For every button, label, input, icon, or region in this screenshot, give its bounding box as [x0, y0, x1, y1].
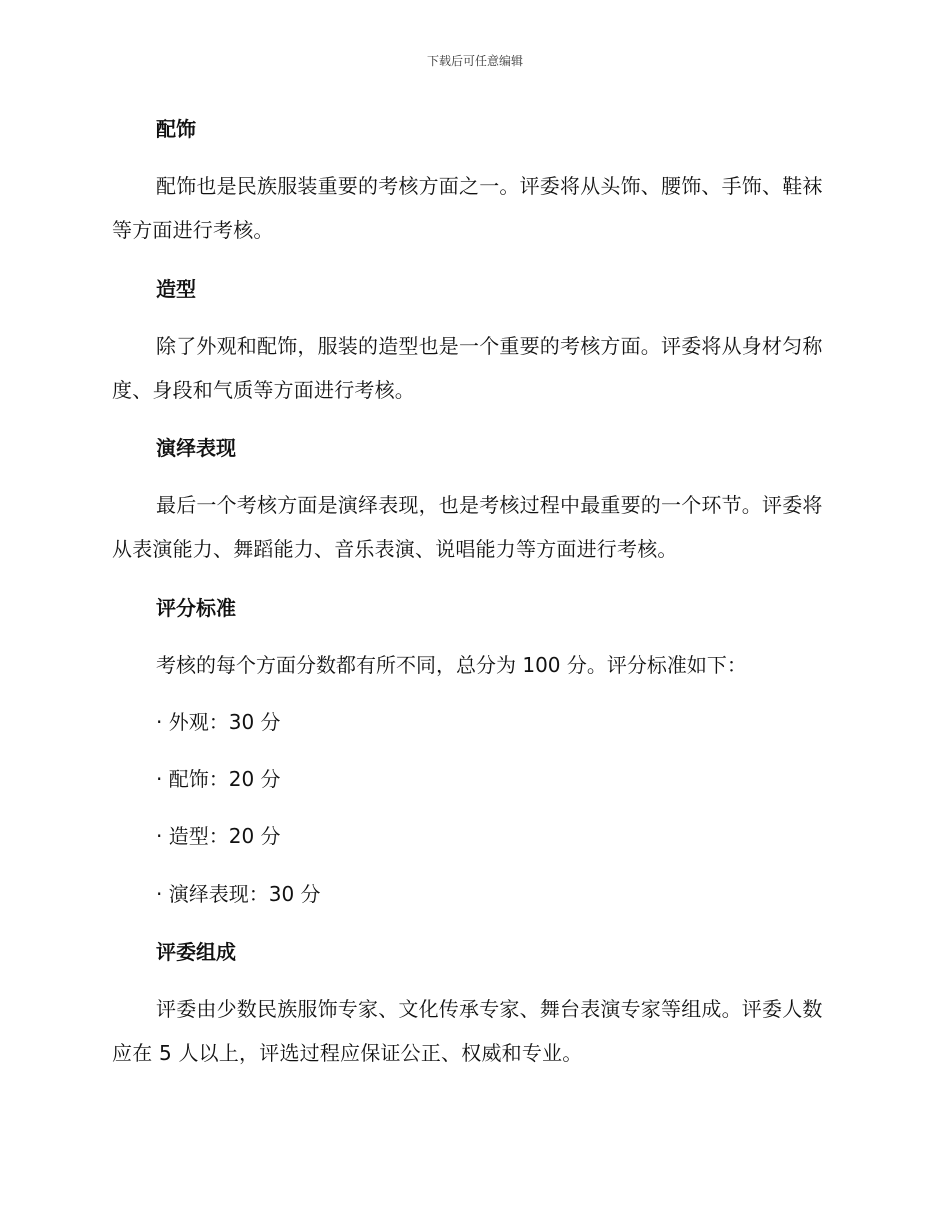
section-heading-performance: 演绎表现: [156, 436, 236, 460]
page-header: 下载后可任意编辑: [426, 54, 523, 68]
scoring-intro: 考核的每个方面分数都有所不同，总分为 100 分。评分标准如下：: [156, 653, 747, 677]
list-item: · 外观：30 分: [156, 710, 281, 734]
section-paragraph-styling: 除了外观和配饰，服装的造型也是一个重要的考核方面。评委将从身材匀称度、身段和气质等方面进行考核。: [112, 334, 823, 402]
section-heading-styling: 造型: [156, 277, 196, 301]
section-paragraph-judges: 评委由少数民族服饰专家、文化传承专家、舞台表演专家等组成。评委人数应在 5 人以上，评选过程应保证公正、权威和专业。: [112, 997, 823, 1065]
list-item: · 造型：20 分: [156, 824, 281, 848]
section-heading-judges: 评委组成: [156, 940, 236, 964]
section-paragraph-performance: 最后一个考核方面是演绎表现，也是考核过程中最重要的一个环节。评委将从表演能力、舞蹈能力、音乐表演、说唱能力等方面进行考核。: [112, 493, 823, 561]
list-item: · 演绎表现：30 分: [156, 882, 321, 906]
section-paragraph-accessories: 配饰也是民族服装重要的考核方面之一。评委将从头饰、腰饰、手饰、鞋袜等方面进行考核。: [112, 174, 823, 242]
section-heading-accessories: 配饰: [156, 117, 196, 141]
section-heading-scoring: 评分标准: [156, 596, 236, 620]
list-item: · 配饰：20 分: [156, 767, 281, 791]
